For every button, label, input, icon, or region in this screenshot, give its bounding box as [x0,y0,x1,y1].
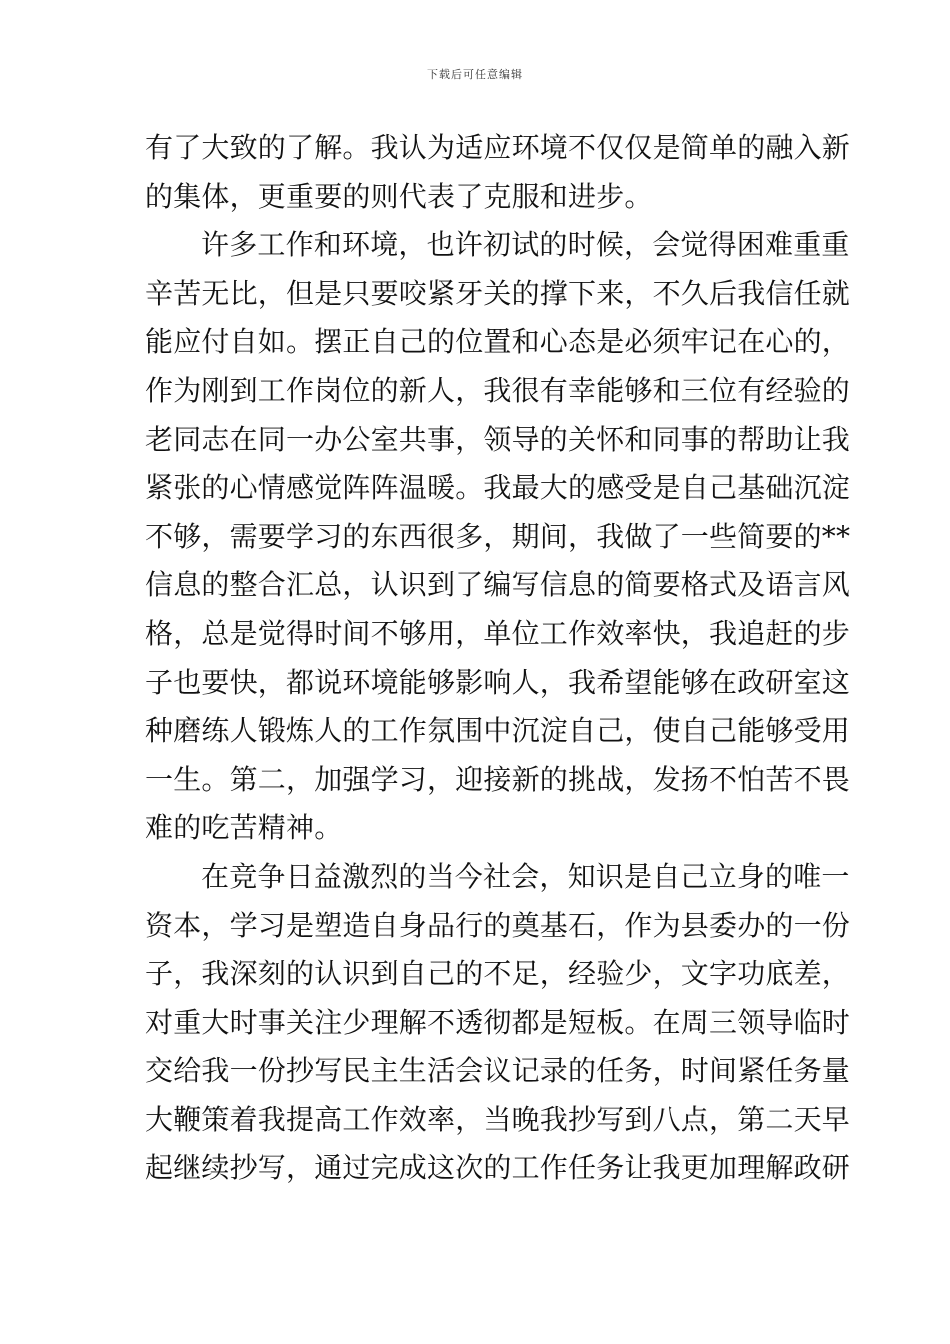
document-body [145,124,851,1193]
text-line: 老同志在同一办公室共事，领导的关怀和同事的帮助让我 [145,422,851,456]
text-line: 子也要快，都说环境能够影响人，我希望能够在政研室这 [145,665,851,699]
text-line: 一生。第二，加强学习，迎接新的挑战，发扬不怕苦不畏 [145,762,851,796]
text-line: 对重大时事关注少理解不透彻都是短板。在周三领导临时 [145,1005,851,1039]
paragraph-start-line: 许多工作和环境，也许初试的时候，会觉得困难重重 [201,228,850,262]
text-line: 作为刚到工作岗位的新人，我很有幸能够和三位有经验的 [145,373,851,407]
page-header: 下载后可任意编辑 [427,68,523,81]
text-line: 子，我深刻的认识到自己的不足，经验少，文字功底差， [145,957,851,991]
text-line: 的集体，更重要的则代表了克服和进步。 [145,179,653,213]
text-line: 交给我一份抄写民主生活会议记录的任务，时间紧任务量 [145,1054,851,1088]
text-line: 起继续抄写，通过完成这次的工作任务让我更加理解政研 [145,1151,851,1185]
text-line: 信息的整合汇总，认识到了编写信息的简要格式及语言风 [145,568,851,602]
text-line: 紧张的心情感觉阵阵温暖。我最大的感受是自己基础沉淀 [145,471,851,505]
text-line: 资本，学习是塑造自身品行的奠基石，作为县委办的一份 [145,908,851,942]
text-line: 大鞭策着我提高工作效率，当晚我抄写到八点，第二天早 [145,1102,851,1136]
text-line: 种磨练人锻炼人的工作氛围中沉淀自己，使自己能够受用 [145,714,851,748]
paragraph-start-line: 在竞争日益激烈的当今社会，知识是自己立身的唯一 [201,859,850,893]
text-line: 难的吃苦精神。 [145,811,343,845]
text-line: 有了大致的了解。我认为适应环境不仅仅是简单的融入新 [145,131,851,164]
text-line: 不够，需要学习的东西很多，期间，我做了一些简要的** [145,519,851,553]
text-line: 格，总是觉得时间不够用，单位工作效率快，我追赶的步 [145,616,851,650]
text-line: 能应付自如。摆正自己的位置和心态是必须牢记在心的， [145,325,851,359]
text-line: 辛苦无比，但是只要咬紧牙关的撑下来，不久后我信任就 [145,276,851,310]
